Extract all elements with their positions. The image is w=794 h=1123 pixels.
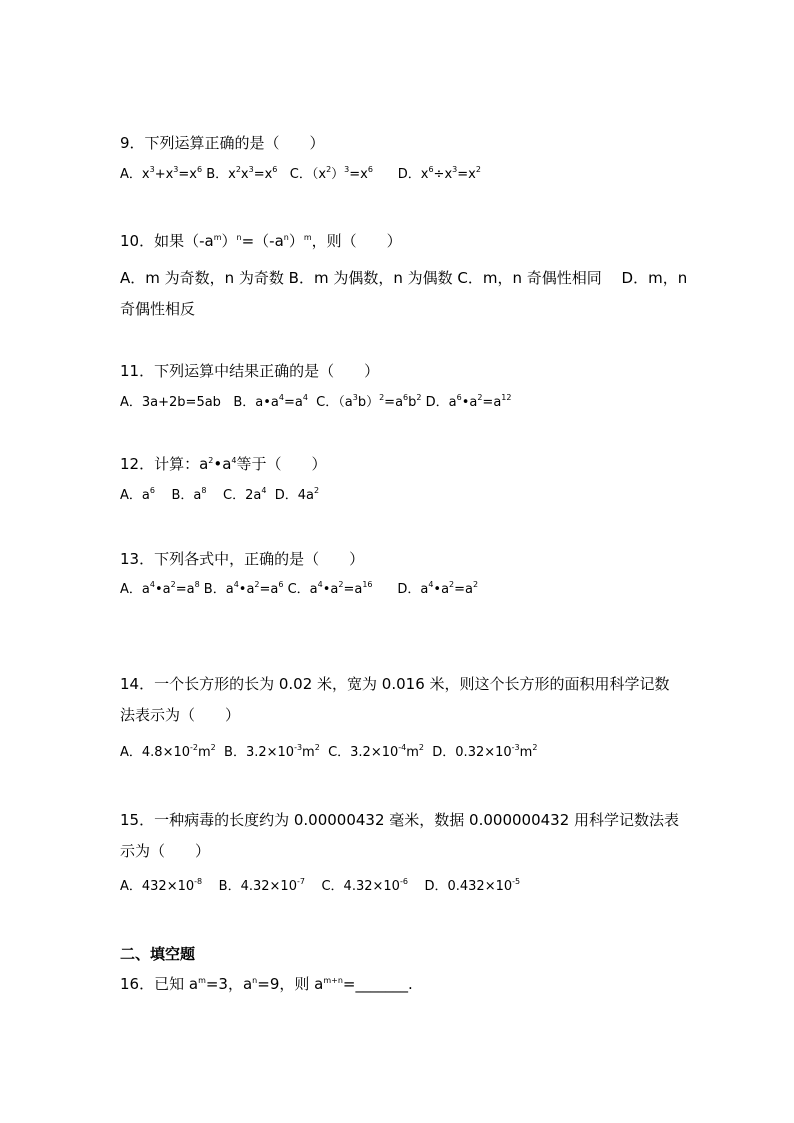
question-10-stem: 10．如果$(-a^m)^n=(-a^n)^m$，则（ ） xyxy=(120,232,402,250)
question-16-stem: 16．已知 $a^m=3$，$a^n=9$，则 $a^{m+n}=\_\_\_\_\_\_\_$. xyxy=(120,975,413,993)
question-10-options-line1: A．m 为奇数，n 为奇数 B．m 为偶数，n 为偶数 C．m，n 奇偶性相同 D．m，n xyxy=(120,269,688,287)
question-15-options: A．$432\times 10^{-8}$ B．$4.32\times 10^{-7}$ C．$4.32\times 10^{-6}$ D．$0.432\times 10^{-5}$ xyxy=(120,877,521,894)
question-12-stem: 12．计算：$a^2•a^4$等于（ ） xyxy=(120,455,327,473)
question-12-options: A．$a^6$ B．$a^8$ C．$2a^4$ D．$4a^2$ xyxy=(120,486,320,503)
question-11-stem: 11．下列运算中结果正确的是（ ） xyxy=(120,362,380,380)
question-15-stem-line2: 示为（ ） xyxy=(120,842,211,860)
question-14-options: A．$4.8\times 10^{-2}m^2$ B．$3.2\times 10^{-3}m^2$ C．$3.2\times 10^{-4}m^2$ D．$0.32\times 10^{-3}m^2$ xyxy=(120,743,538,760)
question-14-stem-line2: 法表示为（ ） xyxy=(120,706,241,724)
question-10-options-line2: 奇偶性相反 xyxy=(120,300,196,318)
section-2-title: 二、填空题 xyxy=(120,945,196,963)
question-13-stem: 13．下列各式中，正确的是（ ） xyxy=(120,550,365,568)
question-13-options: A．$a^4•a^2=a^8$ B．$a^4•a^2=a^6$ C．$a^4•a^2=a^{16}$ D．$a^4•a^2=a^2$ xyxy=(120,580,479,597)
question-9-options: A．$x^3+x^3=x^6$ B．$x^2x^3=x^6$ C．$(x^2)^3=x^6$ D．$x^6\div x^3=x^2$ xyxy=(120,165,481,182)
question-9-stem: 9．下列运算正确的是（ ） xyxy=(120,134,325,152)
question-14-stem-line1: 14．一个长方形的长为 0.02 米，宽为 0.016 米，则这个长方形的面积用科学记数 xyxy=(120,675,670,693)
question-15-stem-line1: 15．一种病毒的长度约为 0.00000432 毫米，数据 0.000000432 用科学记数法表 xyxy=(120,811,680,829)
question-11-options: A．3a+2b=5ab B．$a•a^4=a^4$ C．$(a^3b)^2=a^6b^2$ D．$a^6•a^2=a^{12}$ xyxy=(120,393,512,410)
